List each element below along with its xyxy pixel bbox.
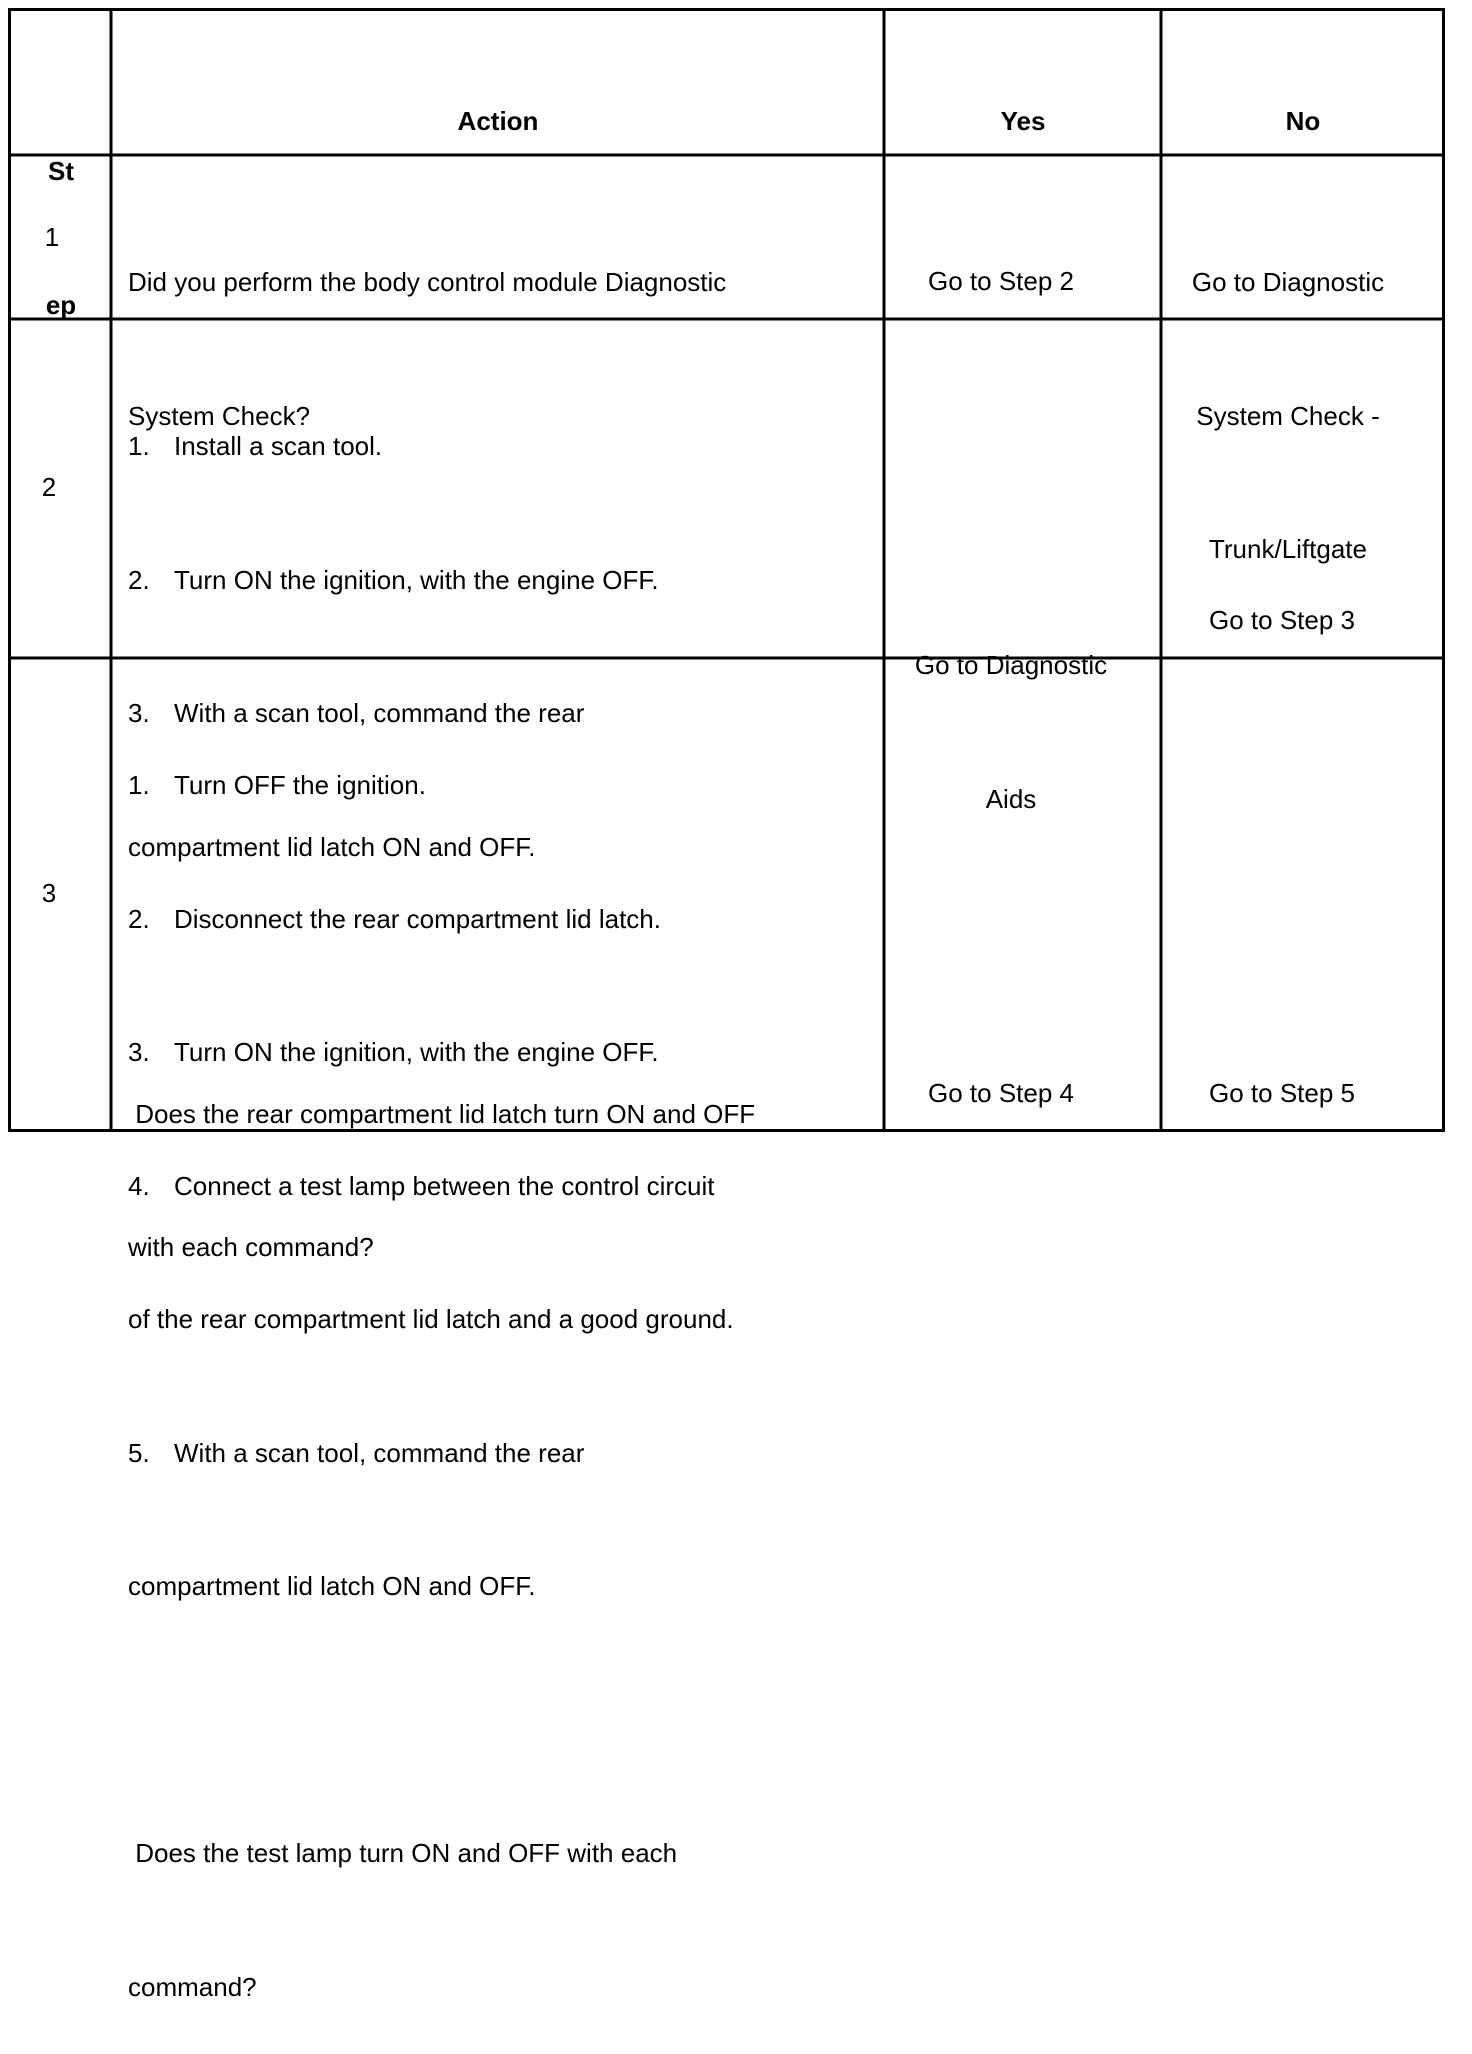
list-item: [128, 1164, 734, 1209]
row2-yes-line: Aids: [985, 783, 1037, 814]
question-line: with each command?: [128, 1232, 374, 1262]
row1-yes-link[interactable]: Go to Step 2: [928, 266, 1074, 296]
list-item-number: 2.: [128, 564, 150, 595]
question-line: command?: [128, 1971, 257, 2002]
header-yes: Yes: [1000, 106, 1046, 136]
row1-no-link[interactable]: [1163, 171, 1413, 616]
row2-yes-link[interactable]: [886, 554, 1136, 866]
list-item-number: 1.: [128, 770, 150, 800]
list-item-text: Turn OFF the ignition.: [174, 770, 426, 800]
list-item-number: 3.: [128, 698, 150, 728]
header-no: No: [1285, 106, 1321, 136]
list-item: [128, 558, 755, 603]
list-item-text: With a scan tool, command the rear: [174, 1437, 585, 1468]
row2-step: 2: [41, 472, 57, 502]
row1-action-line: System Check?: [128, 400, 311, 431]
header-action: Action: [457, 106, 539, 136]
row1-no-line: Trunk/Liftgate: [1208, 534, 1367, 564]
list-item-continuation: of the rear compartment lid latch and a good ground.: [128, 1304, 734, 1334]
list-item-text: Install a scan tool.: [174, 431, 383, 461]
list-item-text: Turn ON the ignition, with the engine OFF.: [174, 1037, 659, 1067]
list-item: [128, 763, 734, 808]
list-item-number: 5.: [128, 1437, 150, 1468]
list-item-text: Disconnect the rear compartment lid latch.: [174, 903, 661, 934]
list-item: [128, 1431, 734, 1476]
row3-no-link[interactable]: Go to Step 5: [1209, 1078, 1355, 1108]
row1-step: 1: [44, 222, 60, 252]
row3-yes-link[interactable]: Go to Step 4: [928, 1078, 1074, 1108]
list-item-continuation: compartment lid latch ON and OFF.: [128, 1571, 536, 1601]
list-item: [128, 424, 755, 469]
row3-action: [128, 674, 734, 2054]
list-item-text: Connect a test lamp between the control circuit: [174, 1170, 715, 1201]
list-item-continuation: compartment lid latch ON and OFF.: [128, 831, 536, 862]
row1-no-line: System Check -: [1196, 400, 1380, 431]
header-step-line1: St: [48, 156, 74, 186]
row2-yes-line: Go to Diagnostic: [914, 650, 1108, 680]
list-item-text: With a scan tool, command the rear: [174, 698, 585, 728]
row1-action-line: Did you perform the body control module Diagnostic: [128, 267, 727, 297]
header-step-line2: ep: [45, 289, 77, 320]
blank-line: [128, 1698, 734, 1743]
list-item-number: 4.: [128, 1170, 150, 1201]
question-line: Does the test lamp turn ON and OFF with each: [128, 1838, 678, 1868]
list-item-text: Turn ON the ignition, with the engine OFF.: [174, 564, 659, 595]
list-item-number: 1.: [128, 431, 150, 461]
question-line: Does the rear compartment lid latch turn ON and OFF: [128, 1098, 756, 1129]
list-item-number: 3.: [128, 1037, 150, 1067]
row2-no-link[interactable]: Go to Step 3: [1209, 605, 1355, 635]
row3-step: 3: [41, 878, 57, 908]
list-item: [128, 897, 734, 942]
row1-no-line: Go to Diagnostic: [1191, 267, 1385, 297]
list-item-number: 2.: [128, 903, 150, 934]
list-item: [128, 1030, 734, 1075]
